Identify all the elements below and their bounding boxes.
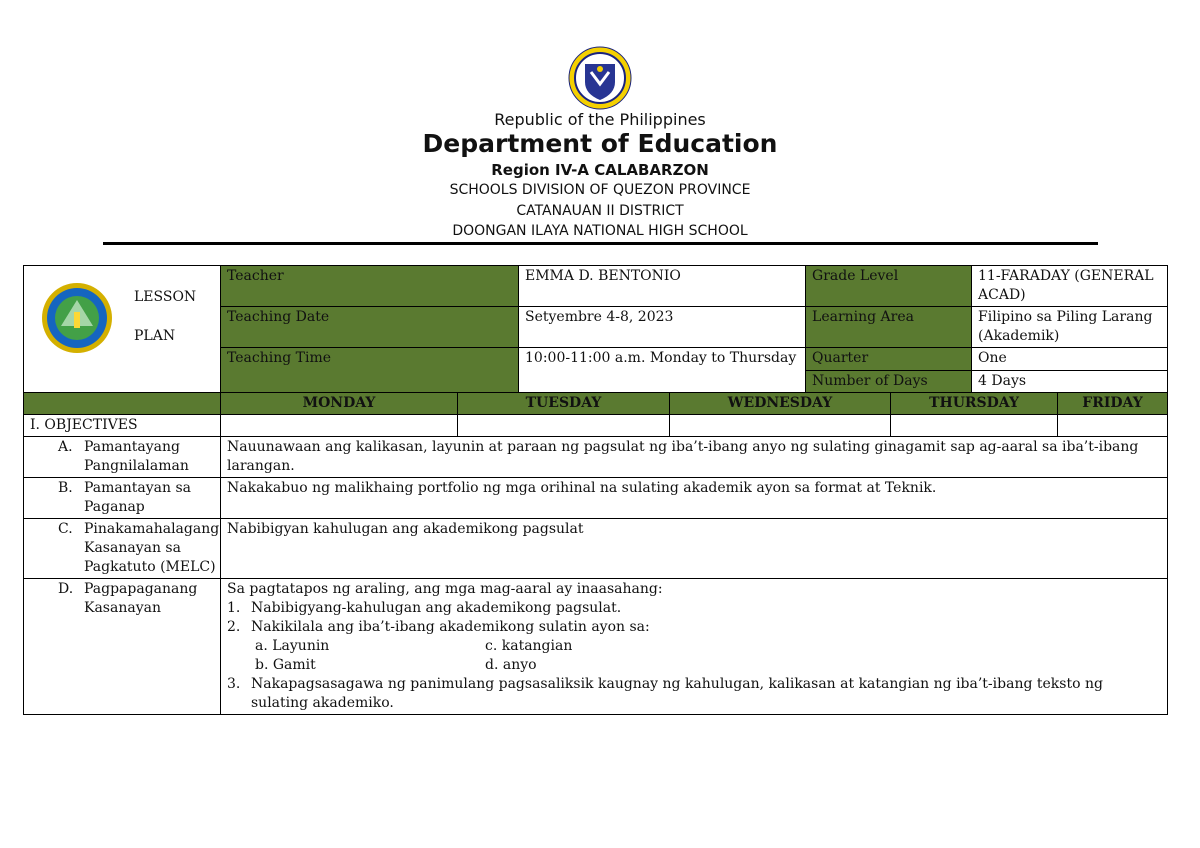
sub-item-layunin: a. Layunin: [255, 638, 330, 654]
objective-c-text: Nabibigyan kahulugan ang akademikong pagsulat: [221, 519, 1168, 579]
header-divider: [103, 242, 1098, 245]
objective-b-label: Pamantayan sa Paganap: [84, 480, 192, 515]
objectives-tuesday-cell: [458, 415, 670, 437]
objective-b-text: Nakakabuo ng malikhaing portfolio ng mga orihinal na sulating akademik ayon sa format at Teknik.: [221, 478, 1168, 519]
teacher-label: Teacher: [221, 266, 519, 307]
learning-area-value: Filipino sa Piling Larang (Akademik): [972, 307, 1168, 348]
plan-word: PLAN: [134, 328, 176, 344]
division-line: SCHOOLS DIVISION OF QUEZON PROVINCE: [449, 182, 751, 198]
sub-item-katangian: c. katangian: [485, 638, 573, 654]
department-title: Department of Education: [422, 129, 778, 158]
list-number: 3.: [227, 676, 241, 692]
day-header-spacer: [24, 393, 221, 415]
objectives-friday-cell: [1058, 415, 1168, 437]
sub-item-anyo: d. anyo: [485, 657, 537, 673]
day-header-monday: MONDAY: [221, 393, 458, 415]
deped-seal-icon: [561, 46, 639, 110]
objective-d-list-cont: [227, 675, 1161, 713]
objective-d-letter: D.: [58, 581, 74, 597]
objectives-wednesday-cell: [670, 415, 891, 437]
teaching-time-value: 10:00-11:00 a.m. Monday to Thursday: [519, 348, 806, 393]
objective-a-label-cell: [24, 437, 221, 478]
number-of-days-label: Number of Days: [806, 371, 972, 393]
objective-d-list: [227, 599, 1161, 637]
day-header-tuesday: TUESDAY: [458, 393, 670, 415]
objectives-thursday-cell: [891, 415, 1058, 437]
republic-line: Republic of the Philippines: [494, 110, 706, 129]
objective-b-letter: B.: [58, 480, 73, 496]
lesson-word: LESSON: [134, 289, 197, 305]
day-header-friday: FRIDAY: [1058, 393, 1168, 415]
region-line: Region IV-A CALABARZON: [491, 161, 709, 179]
school-line: DOONGAN ILAYA NATIONAL HIGH SCHOOL: [452, 223, 748, 239]
objective-d-intro: Sa pagtatapos ng araling, ang mga mag-aaral ay inaasahang:: [227, 581, 663, 597]
list-text: Nakikilala ang iba’t-ibang akademikong sulatin ayon sa:: [251, 619, 650, 635]
learning-area-label: Learning Area: [806, 307, 972, 348]
teaching-date-value: Setyembre 4-8, 2023: [519, 307, 806, 348]
school-logo-icon: [41, 282, 113, 354]
teacher-value: EMMA D. BENTONIO: [519, 266, 806, 307]
objectives-monday-cell: [221, 415, 458, 437]
grade-level-value: 11-FARADAY (GENERAL ACAD): [972, 266, 1168, 307]
day-header-wednesday: WEDNESDAY: [670, 393, 891, 415]
objective-d-label: Pagpapaganang Kasanayan: [84, 581, 198, 616]
objective-d-content: [221, 579, 1168, 715]
objective-a-letter: A.: [58, 439, 73, 455]
objective-b-label-cell: [24, 478, 221, 519]
teaching-date-label: Teaching Date: [221, 307, 519, 348]
objectives-title: I. OBJECTIVES: [24, 415, 221, 437]
objective-a-text: Nauunawaan ang kalikasan, layunin at paraan ng pagsulat ng iba’t-ibang anyo ng sulating ginagamit sap ag-aaral sa iba’t-ibang larangan.: [221, 437, 1168, 478]
list-number: 1.: [227, 600, 241, 616]
quarter-value: One: [972, 348, 1168, 371]
sub-item-row: [227, 656, 1161, 675]
objective-a-label: Pamantayang Pangnilalaman: [84, 439, 189, 474]
list-text: Nabibigyang-kahulugan ang akademikong pagsulat.: [251, 600, 622, 616]
objective-c-letter: C.: [58, 521, 73, 537]
objective-d-label-cell: [24, 579, 221, 715]
day-header-thursday: THURSDAY: [891, 393, 1058, 415]
quarter-label: Quarter: [806, 348, 972, 371]
list-text: Nakapagsasagawa ng panimulang pagsasaliksik kaugnay ng kahulugan, kalikasan at katangian ng iba’t-ibang teksto ng sulating akademiko.: [251, 676, 1103, 711]
objective-c-label-cell: [24, 519, 221, 579]
list-number: 2.: [227, 619, 241, 635]
district-line: CATANAUAN II DISTRICT: [516, 203, 684, 219]
list-item: [227, 675, 1161, 713]
grade-level-label: Grade Level: [806, 266, 972, 307]
sub-item-row: [227, 637, 1161, 656]
lesson-plan-logo-cell: [24, 266, 221, 393]
number-of-days-value: 4 Days: [972, 371, 1168, 393]
list-item: [227, 618, 1161, 637]
list-item: [227, 599, 1161, 618]
objective-c-label: Pinakamahalagang Kasanayan sa Pagkatuto (MELC): [84, 521, 220, 575]
teaching-time-label: Teaching Time: [221, 348, 519, 393]
sub-item-gamit: b. Gamit: [255, 657, 316, 673]
lesson-plan-table: [23, 265, 1168, 715]
